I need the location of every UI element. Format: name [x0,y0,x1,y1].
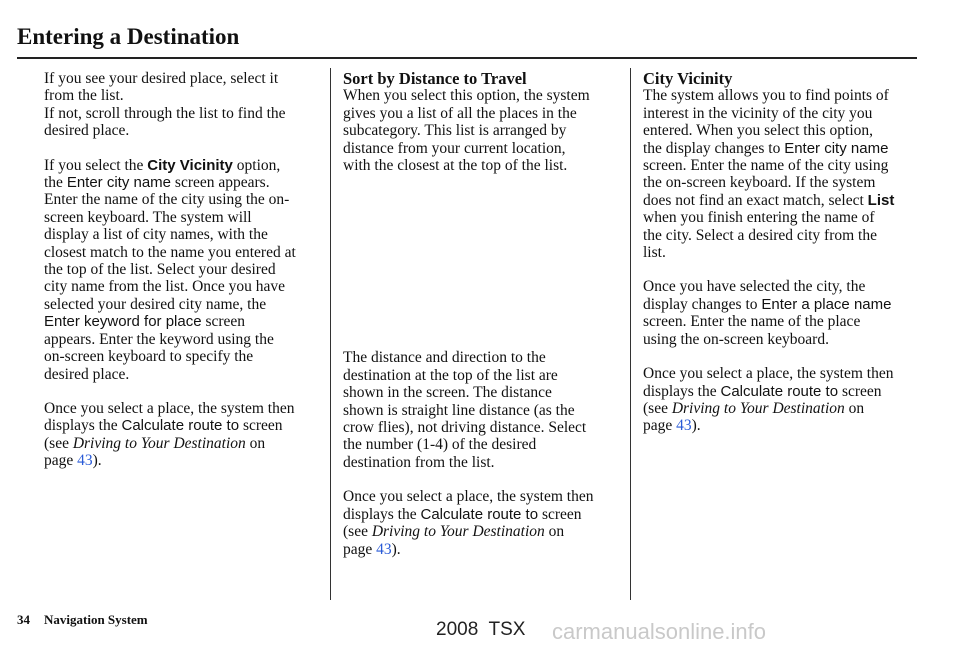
ui-term-calculate-route: Calculate route to [720,382,839,400]
text-line: displays the Calculate route to screen [643,382,882,400]
text-line: list. [643,244,666,262]
page-footer [17,612,148,628]
column-divider [330,68,331,600]
text-line: desired place. [44,365,130,383]
text-line: interest in the vicinity of the city you [643,104,873,122]
text-line: on-screen keyboard to specify the [44,348,254,366]
text-line: the top of the list. Select your desired [44,261,276,279]
text-line: city name from the list. Once you have [44,278,286,296]
text-line: gives you a list of all the places in the [343,104,577,122]
text-line: Enter the name of the city using the on- [44,191,290,209]
model-label: 2008 TSX [436,619,526,640]
text-line: Enter keyword for place screen [44,313,246,331]
text-line: the city. Select a desired city from the [643,226,877,244]
ui-term-enter-place-name: Enter a place name [761,295,892,313]
text-line: displays the Calculate route to screen [343,505,582,523]
text-line: with the closest at the top of the list. [343,157,568,175]
page-number: 34 [17,612,30,627]
ui-term-city-vicinity: City Vicinity [147,156,233,174]
cross-reference: Driving to Your Destination [371,523,545,541]
text-line: (see Driving to Your Destination on [343,523,565,541]
text-line: (see Driving to Your Destination on [44,434,266,452]
footer-section: Navigation System [44,612,148,627]
watermark: carmanualsonline.info [552,619,767,644]
text-line: the display changes to Enter city name [643,139,889,157]
text-line: the Enter city name screen appears. [44,174,270,192]
text-line: shown in the screen. The distance [343,384,552,402]
text-line: crow flies), not driving distance. Select [343,419,587,437]
page-link[interactable]: 43 [77,452,93,470]
page-title: Entering a Destination [17,24,240,49]
cross-reference: Driving to Your Destination [72,434,246,452]
section-heading: Sort by Distance to Travel [343,69,527,88]
text-line: page 43). [44,452,102,470]
text-line: page 43). [343,540,401,558]
text-line: screen. Enter the name of the place [643,313,861,331]
text-line: distance from your current location, [343,139,566,157]
text-line: display a list of city names, with the [44,226,268,244]
text-line: appears. Enter the keyword using the [44,330,274,348]
ui-term-calculate-route: Calculate route to [121,417,240,435]
ui-term-enter-keyword: Enter keyword for place [44,313,202,331]
cross-reference: Driving to Your Destination [671,399,845,417]
ui-term-enter-city-name: Enter city name [784,139,889,157]
text-line: selected your desired city name, the [44,295,267,313]
text-line: subcategory. This list is arranged by [343,122,567,140]
text-line: using the on-screen keyboard. [643,330,829,348]
column-middle [343,70,623,558]
column-right [643,70,923,435]
text-line: display changes to Enter a place name [643,295,892,313]
text-line: displays the Calculate route to screen [44,417,283,435]
section-heading: City Vicinity [643,69,733,88]
text-line: destination at the top of the list are [343,366,558,384]
text-line: shown is straight line distance (as the [343,401,575,419]
column-left [44,70,324,470]
text-line: The system allows you to find points of [643,87,889,105]
text-line: desired place. [44,122,130,140]
text-line: If not, scroll through the list to find the [44,104,286,122]
title-divider [17,57,917,59]
text-line: Once you select a place, the system then [643,365,894,383]
text-line: When you select this option, the system [343,87,590,105]
text-line: entered. When you select this option, [643,122,874,140]
text-line: page 43). [643,417,701,435]
text-line: Once you select a place, the system then [44,399,295,417]
text-line: does not find an exact match, select List [643,191,895,209]
text-line: Once you select a place, the system then [343,488,594,506]
text-line: screen keyboard. The system will [44,208,252,226]
ui-term-enter-city-name: Enter city name [66,174,172,192]
ui-term-list: List [867,191,895,209]
text-line: screen. Enter the name of the city using [643,157,889,175]
text-line: from the list. [44,87,124,105]
text-line: when you finish entering the name of [643,209,875,227]
text-line: If you see your desired place, select it [44,70,279,87]
text-line: destination from the list. [343,453,495,471]
ui-term-calculate-route: Calculate route to [420,505,539,523]
text-line: The distance and direction to the [343,349,546,367]
text-line: Once you have selected the city, the [643,278,866,296]
page-link[interactable]: 43 [676,417,692,435]
text-line: the on-screen keyboard. If the system [643,174,876,192]
page-link[interactable]: 43 [376,540,392,558]
text-line: (see Driving to Your Destination on [643,399,865,417]
column-divider [630,68,631,600]
text-line: the number (1-4) of the desired [343,436,537,454]
text-line: closest match to the name you entered at [44,243,296,261]
text-line: If you select the City Vicinity option, [44,156,281,174]
